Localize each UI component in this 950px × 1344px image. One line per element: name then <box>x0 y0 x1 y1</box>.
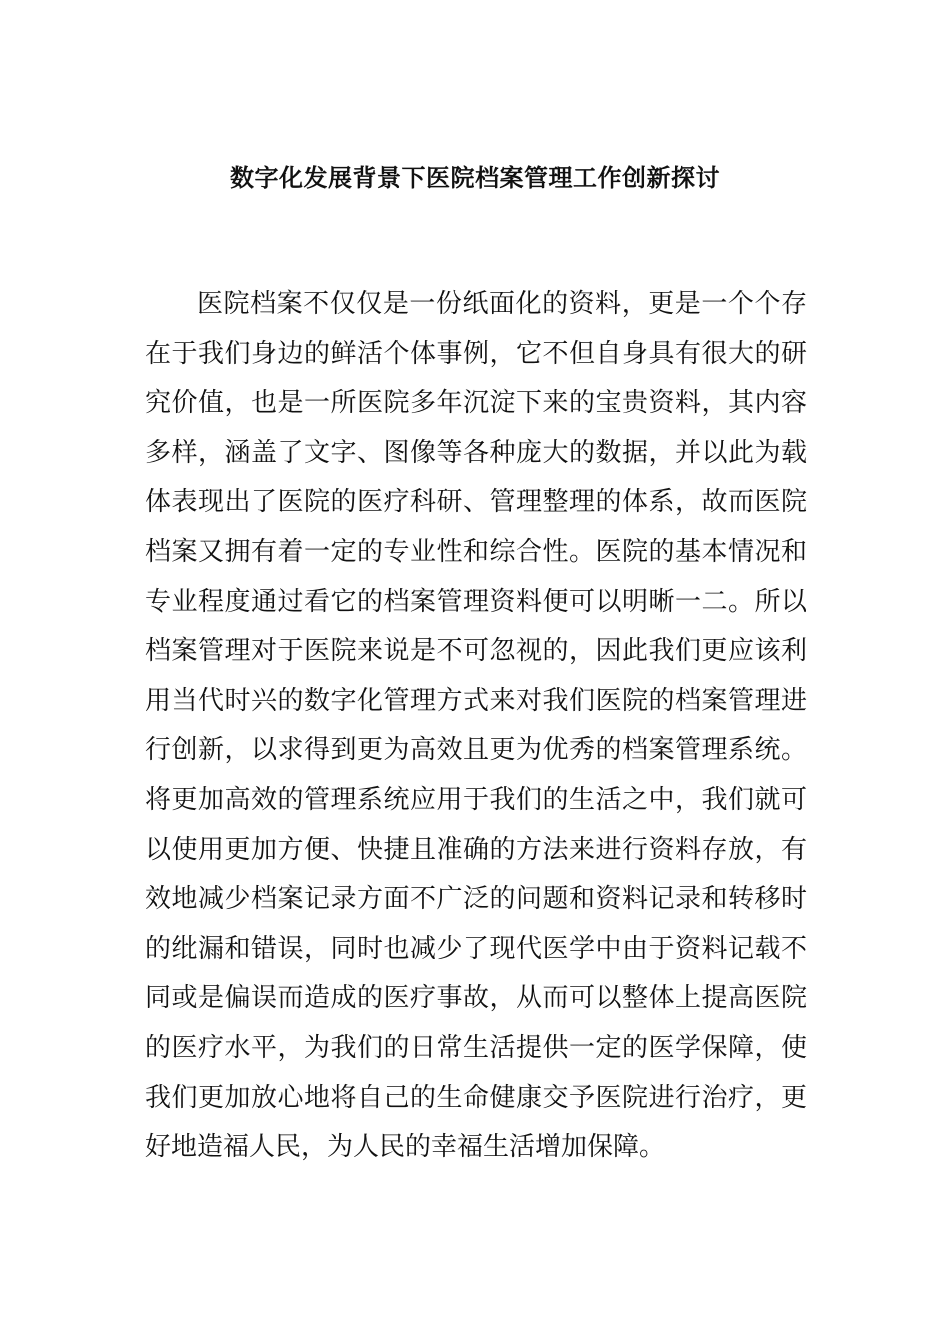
document-title: 数字化发展背景下医院档案管理工作创新探讨 <box>230 164 720 192</box>
body-paragraph: 医院档案不仅仅是一份纸面化的资料，更是一个个存在于我们身边的鲜活个体事例，它不但自身具有很大的研究价值，也是一所医院多年沉淀下来的宝贵资料，其内容多样，涵盖了文字、图像等各种庞大的数据，并以此为载体表现出了医院的医疗科研、管理整理的体系，故而医院档案又拥有着一定的专业性和综合性。医院的基本情况和专业程度通过看它的档案管理资料便可以明晰一二。所以档案管理对于医院来说是不可忽视的，因此我们更应该利用当代时兴的数字化管理方式来对我们医院的档案管理进行创新，以求得到更为高效且更为优秀的档案管理系统。将更加高效的管理系统应用于我们的生活之中，我们就可以使用更加方便、快捷且准确的方法来进行资料存放，有效地减少档案记录方面不广泛的问题和资料记录和转移时的纰漏和错误，同时也减少了现代医学中由于资料记载不同或是偏误而造成的医疗事故，从而可以整体上提高医院的医疗水平，为我们的日常生活提供一定的医学保障，使我们更加放心地将自己的生命健康交予医院进行治疗，更好地造福人民，为人民的幸福生活增加保障。 <box>145 289 807 1163</box>
